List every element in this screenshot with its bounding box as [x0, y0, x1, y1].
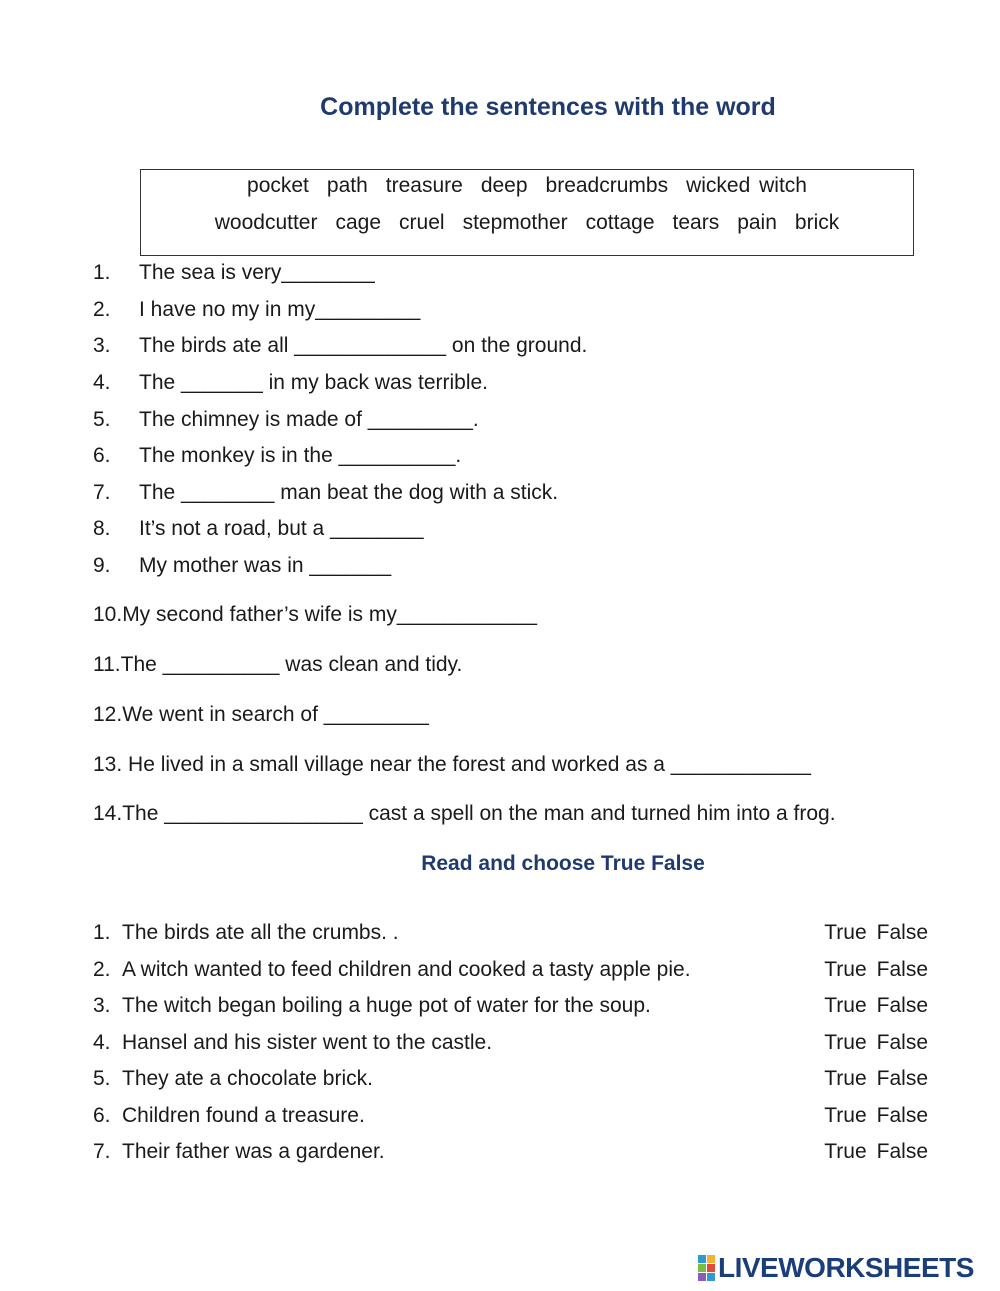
true-option[interactable]: True [824, 921, 867, 944]
false-option[interactable]: False [876, 958, 928, 981]
item-text: 10.My second father’s wife is my____________ [93, 603, 537, 626]
fill-in-item[interactable] [93, 298, 420, 322]
item-text: The witch began boiling a huge pot of water for the soup. [122, 994, 651, 1017]
word-bank-word: cottage [585, 211, 655, 234]
item-number: 4. [93, 371, 111, 394]
word-bank-row-2 [141, 211, 913, 235]
word-bank-word: pain [737, 211, 777, 234]
logo-text: LIVEWORKSHEETS [718, 1252, 974, 1283]
fill-in-item[interactable] [93, 554, 391, 578]
true-false-item [93, 994, 928, 1018]
fill-in-item[interactable] [93, 603, 537, 627]
item-text: 12.We went in search of _________ [93, 703, 429, 726]
true-option[interactable]: True [824, 958, 867, 981]
word-bank-word: stepmother [462, 211, 568, 234]
item-number: 7. [93, 1140, 111, 1163]
fill-in-item[interactable] [93, 261, 375, 285]
word-bank-word: tears [672, 211, 720, 234]
fill-in-item[interactable] [93, 334, 587, 358]
item-text: Hansel and his sister went to the castle. [122, 1031, 493, 1054]
item-text: The birds ate all the crumbs. . [122, 921, 399, 944]
item-number: 2. [93, 298, 111, 321]
true-false-item [93, 921, 928, 945]
word-bank-word: wicked witch [686, 174, 807, 197]
item-text: A witch wanted to feed children and cooked a tasty apple pie. [122, 958, 691, 981]
item-text: The monkey is in the __________. [139, 444, 462, 467]
liveworksheets-logo-icon [698, 1255, 715, 1281]
fill-in-item[interactable] [93, 517, 424, 541]
page-title: Complete the sentences with the word [320, 93, 776, 121]
item-number: 5. [93, 1067, 111, 1090]
true-option[interactable]: True [824, 1104, 867, 1127]
false-option[interactable]: False [876, 1140, 928, 1163]
item-number: 9. [93, 554, 111, 577]
item-number: 4. [93, 1031, 111, 1054]
fill-in-item[interactable] [93, 371, 488, 395]
true-option[interactable]: True [824, 994, 867, 1017]
word-bank-box [140, 169, 914, 256]
item-text: The _______ in my back was terrible. [139, 371, 489, 394]
true-false-item [93, 1031, 928, 1055]
true-option[interactable]: True [824, 1031, 867, 1054]
item-text: Their father was a gardener. [122, 1140, 385, 1163]
section-title-true-false: Read and choose True False [421, 852, 705, 875]
item-number: 3. [93, 994, 111, 1017]
item-number: 6. [93, 444, 111, 467]
item-number: 2. [93, 958, 111, 981]
item-text: The birds ate all _____________ on the ground. [139, 334, 588, 357]
true-option[interactable]: True [824, 1140, 867, 1163]
item-number: 1. [93, 921, 111, 944]
word-bank-word: woodcutter [214, 211, 318, 234]
true-false-item [93, 958, 928, 982]
fill-in-item[interactable] [93, 653, 462, 677]
word-bank-word: pocket [247, 174, 309, 197]
word-bank-word: breadcrumbs [545, 174, 669, 197]
true-option[interactable]: True [824, 1067, 867, 1090]
liveworksheets-logo[interactable] [698, 1251, 974, 1285]
fill-in-item[interactable] [93, 444, 461, 468]
word-bank-word: brick [794, 211, 840, 234]
fill-in-item[interactable] [93, 703, 429, 727]
true-false-item [93, 1104, 928, 1128]
false-option[interactable]: False [876, 1104, 928, 1127]
item-text: The sea is very________ [139, 261, 375, 284]
word-bank-word: cruel [399, 211, 445, 234]
item-text: It’s not a road, but a ________ [139, 517, 424, 540]
item-text: The chimney is made of _________. [139, 408, 479, 431]
fill-in-item[interactable] [93, 753, 811, 777]
fill-in-item[interactable] [93, 481, 558, 505]
word-bank-word: path [326, 174, 368, 197]
false-option[interactable]: False [876, 1031, 928, 1054]
word-bank-word: deep [480, 174, 528, 197]
item-text: 13. He lived in a small village near the forest and worked as a ____________ [93, 753, 811, 776]
item-text: They ate a chocolate brick. [122, 1067, 373, 1090]
item-number: 6. [93, 1104, 111, 1127]
item-number: 8. [93, 517, 111, 540]
word-bank-word: treasure [385, 174, 463, 197]
item-text: Children found a treasure. [122, 1104, 365, 1127]
item-number: 1. [93, 261, 111, 284]
item-text: 11.The __________ was clean and tidy. [93, 653, 463, 676]
fill-in-item[interactable] [93, 802, 836, 826]
item-text: I have no my in my_________ [139, 298, 421, 321]
item-text: 14.The _________________ cast a spell on the man and turned him into a frog. [93, 802, 836, 825]
word-bank-row-1 [141, 174, 913, 198]
item-text: My mother was in _______ [139, 554, 392, 577]
item-text: The ________ man beat the dog with a stick. [139, 481, 559, 504]
false-option[interactable]: False [876, 994, 928, 1017]
item-number: 3. [93, 334, 111, 357]
false-option[interactable]: False [876, 1067, 928, 1090]
word-bank-word: cage [335, 211, 382, 234]
true-false-item [93, 1140, 928, 1164]
item-number: 7. [93, 481, 111, 504]
true-false-item [93, 1067, 928, 1091]
false-option[interactable]: False [876, 921, 928, 944]
item-number: 5. [93, 408, 111, 431]
fill-in-item[interactable] [93, 408, 479, 432]
